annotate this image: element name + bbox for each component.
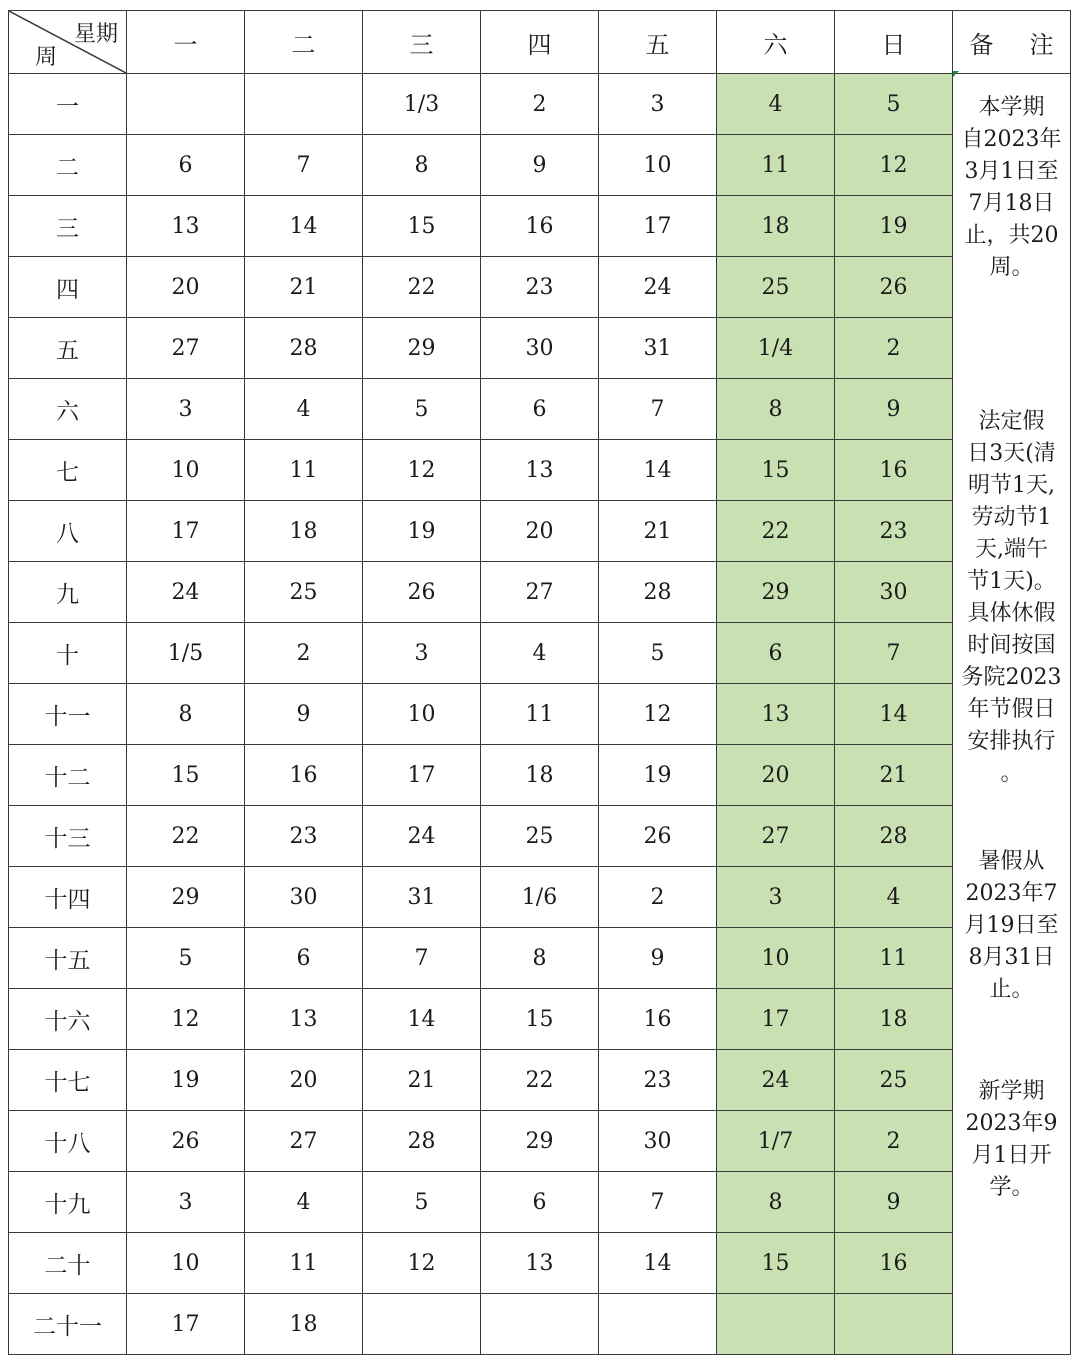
date-cell: 7 (599, 379, 717, 440)
date-cell: 1/6 (481, 867, 599, 928)
week-row (9, 745, 1071, 806)
date-cell: 20 (717, 745, 835, 806)
date-cell: 28 (363, 1111, 481, 1172)
date-cell: 12 (363, 1233, 481, 1294)
date-cell: 15 (717, 1233, 835, 1294)
date-cell: 24 (127, 562, 245, 623)
date-cell: 29 (717, 562, 835, 623)
week-row (9, 623, 1071, 684)
date-cell: 3 (127, 379, 245, 440)
date-cell: 6 (717, 623, 835, 684)
date-cell: 27 (717, 806, 835, 867)
date-cell: 7 (835, 623, 953, 684)
date-cell: 18 (717, 196, 835, 257)
date-cell (127, 74, 245, 135)
date-cell: 14 (599, 1233, 717, 1294)
date-cell: 15 (127, 745, 245, 806)
week-row (9, 1172, 1071, 1233)
date-cell: 7 (363, 928, 481, 989)
date-cell: 16 (835, 1233, 953, 1294)
remarks-header-char-1: 备 (969, 30, 994, 59)
corner-weekday-label: 星期 (73, 22, 118, 47)
date-cell: 10 (127, 1233, 245, 1294)
date-cell: 12 (835, 135, 953, 196)
week-row (9, 1294, 1071, 1355)
date-cell: 1/5 (127, 623, 245, 684)
date-cell: 10 (127, 440, 245, 501)
date-cell: 8 (127, 684, 245, 745)
date-cell: 4 (481, 623, 599, 684)
date-cell: 29 (481, 1111, 599, 1172)
date-cell: 7 (599, 1172, 717, 1233)
date-cell: 25 (717, 257, 835, 318)
date-cell: 3 (363, 623, 481, 684)
date-cell: 12 (363, 440, 481, 501)
week-number-cell: 二十 (9, 1233, 127, 1294)
date-cell: 28 (245, 318, 363, 379)
date-cell: 13 (127, 196, 245, 257)
date-cell: 11 (717, 135, 835, 196)
date-cell: 21 (245, 257, 363, 318)
date-cell: 15 (363, 196, 481, 257)
date-cell: 23 (245, 806, 363, 867)
date-cell: 3 (127, 1172, 245, 1233)
week-number-cell: 十五 (9, 928, 127, 989)
date-cell: 22 (127, 806, 245, 867)
date-cell: 5 (363, 379, 481, 440)
date-cell: 8 (363, 135, 481, 196)
week-number-cell: 三 (9, 196, 127, 257)
date-cell: 1/3 (363, 74, 481, 135)
remark-note-4: 新学期 2023年9 月1日开 学。 (965, 1079, 1058, 1200)
date-cell: 29 (363, 318, 481, 379)
remark-note-2: 法定假 日3天(清 明节1天, 劳动节1 天,端午 节1天)。 具体休假 时间按国 务院2023 年节假日 安排执行 。 (961, 409, 1062, 786)
date-cell: 16 (835, 440, 953, 501)
date-cell: 4 (835, 867, 953, 928)
week-row (9, 257, 1071, 318)
date-cell: 17 (363, 745, 481, 806)
week-row (9, 928, 1071, 989)
week-row (9, 562, 1071, 623)
weekday-header-thu: 四 (481, 11, 599, 74)
date-cell: 3 (717, 867, 835, 928)
remarks-cell (953, 74, 1071, 1355)
week-number-cell: 一 (9, 74, 127, 135)
date-cell: 28 (835, 806, 953, 867)
date-cell: 4 (245, 379, 363, 440)
date-cell: 9 (835, 379, 953, 440)
date-cell: 3 (599, 74, 717, 135)
date-cell: 6 (127, 135, 245, 196)
date-cell: 7 (245, 135, 363, 196)
date-cell: 26 (363, 562, 481, 623)
date-cell: 6 (481, 379, 599, 440)
week-row (9, 1111, 1071, 1172)
date-cell (363, 1294, 481, 1355)
date-cell (717, 1294, 835, 1355)
date-cell: 4 (717, 74, 835, 135)
date-cell: 21 (363, 1050, 481, 1111)
week-number-cell: 八 (9, 501, 127, 562)
date-cell: 24 (599, 257, 717, 318)
remarks-header (953, 11, 1071, 74)
school-calendar-table (8, 10, 1071, 1355)
week-row (9, 684, 1071, 745)
week-number-cell: 十一 (9, 684, 127, 745)
date-cell: 5 (363, 1172, 481, 1233)
week-row (9, 318, 1071, 379)
week-number-cell: 七 (9, 440, 127, 501)
date-cell: 25 (245, 562, 363, 623)
week-row (9, 989, 1071, 1050)
date-cell: 11 (245, 1233, 363, 1294)
week-row (9, 501, 1071, 562)
date-cell: 11 (245, 440, 363, 501)
date-cell: 11 (481, 684, 599, 745)
date-cell (481, 1294, 599, 1355)
date-cell: 24 (363, 806, 481, 867)
date-cell (599, 1294, 717, 1355)
date-cell: 20 (127, 257, 245, 318)
date-cell: 30 (245, 867, 363, 928)
date-cell: 8 (717, 1172, 835, 1233)
date-cell: 17 (127, 1294, 245, 1355)
date-cell: 2 (245, 623, 363, 684)
date-cell: 30 (835, 562, 953, 623)
week-row (9, 74, 1071, 135)
week-row (9, 135, 1071, 196)
week-row (9, 867, 1071, 928)
date-cell: 8 (717, 379, 835, 440)
week-number-cell: 十三 (9, 806, 127, 867)
date-cell: 16 (481, 196, 599, 257)
date-cell: 17 (599, 196, 717, 257)
week-number-cell: 十六 (9, 989, 127, 1050)
weekday-header-mon: 一 (127, 11, 245, 74)
week-row (9, 806, 1071, 867)
date-cell: 18 (245, 501, 363, 562)
date-cell: 16 (599, 989, 717, 1050)
date-cell: 18 (481, 745, 599, 806)
date-cell: 19 (599, 745, 717, 806)
date-cell: 1/7 (717, 1111, 835, 1172)
date-cell: 23 (599, 1050, 717, 1111)
date-cell: 14 (599, 440, 717, 501)
corner-header-cell (9, 11, 127, 74)
week-row (9, 196, 1071, 257)
date-cell: 6 (481, 1172, 599, 1233)
week-number-cell: 九 (9, 562, 127, 623)
date-cell: 11 (835, 928, 953, 989)
week-row (9, 1233, 1071, 1294)
weekday-header-sat: 六 (717, 11, 835, 74)
date-cell: 31 (599, 318, 717, 379)
date-cell: 16 (245, 745, 363, 806)
date-cell: 20 (481, 501, 599, 562)
date-cell: 23 (481, 257, 599, 318)
date-cell: 5 (599, 623, 717, 684)
week-number-cell: 十二 (9, 745, 127, 806)
date-cell: 2 (481, 74, 599, 135)
date-cell: 28 (599, 562, 717, 623)
week-row (9, 1050, 1071, 1111)
date-cell: 17 (127, 501, 245, 562)
date-cell: 9 (245, 684, 363, 745)
date-cell: 23 (835, 501, 953, 562)
week-number-cell: 十四 (9, 867, 127, 928)
remark-note-1: 本学期 自2023年 3月1日至 7月18日 止，共20 周。 (961, 95, 1062, 280)
date-cell: 26 (599, 806, 717, 867)
date-cell: 19 (127, 1050, 245, 1111)
date-cell: 22 (717, 501, 835, 562)
week-number-cell: 十九 (9, 1172, 127, 1233)
week-number-cell: 十七 (9, 1050, 127, 1111)
remark-note-3: 暑假从 2023年7 月19日至 8月31日 止。 (964, 849, 1059, 1002)
date-cell: 27 (245, 1111, 363, 1172)
date-cell: 12 (599, 684, 717, 745)
date-cell: 10 (599, 135, 717, 196)
date-cell: 27 (127, 318, 245, 379)
date-cell: 18 (245, 1294, 363, 1355)
date-cell: 18 (835, 989, 953, 1050)
date-cell: 10 (717, 928, 835, 989)
date-cell: 5 (127, 928, 245, 989)
week-number-cell: 十 (9, 623, 127, 684)
weekday-header-tue: 二 (245, 11, 363, 74)
date-cell: 13 (717, 684, 835, 745)
date-cell: 9 (835, 1172, 953, 1233)
date-cell: 12 (127, 989, 245, 1050)
date-cell: 17 (717, 989, 835, 1050)
date-cell: 22 (363, 257, 481, 318)
date-cell (245, 74, 363, 135)
date-cell: 21 (599, 501, 717, 562)
date-cell: 25 (481, 806, 599, 867)
date-cell: 26 (835, 257, 953, 318)
date-cell: 4 (245, 1172, 363, 1233)
date-cell: 19 (835, 196, 953, 257)
header-row (9, 11, 1071, 74)
date-cell: 14 (363, 989, 481, 1050)
date-cell: 14 (245, 196, 363, 257)
date-cell: 27 (481, 562, 599, 623)
date-cell: 5 (835, 74, 953, 135)
week-number-cell: 四 (9, 257, 127, 318)
week-number-cell: 五 (9, 318, 127, 379)
date-cell: 15 (717, 440, 835, 501)
date-cell: 30 (481, 318, 599, 379)
date-cell: 19 (363, 501, 481, 562)
weekday-header-wed: 三 (363, 11, 481, 74)
week-row (9, 440, 1071, 501)
date-cell: 21 (835, 745, 953, 806)
date-cell: 2 (599, 867, 717, 928)
week-number-cell: 十八 (9, 1111, 127, 1172)
date-cell: 29 (127, 867, 245, 928)
date-cell: 13 (245, 989, 363, 1050)
week-number-cell: 二十一 (9, 1294, 127, 1355)
date-cell: 24 (717, 1050, 835, 1111)
weekday-header-fri: 五 (599, 11, 717, 74)
date-cell: 31 (363, 867, 481, 928)
corner-week-label: 周 (35, 45, 58, 70)
date-cell: 25 (835, 1050, 953, 1111)
date-cell: 13 (481, 1233, 599, 1294)
date-cell: 30 (599, 1111, 717, 1172)
week-row (9, 379, 1071, 440)
date-cell: 26 (127, 1111, 245, 1172)
week-number-cell: 二 (9, 135, 127, 196)
date-cell: 2 (835, 1111, 953, 1172)
date-cell: 2 (835, 318, 953, 379)
date-cell: 9 (599, 928, 717, 989)
date-cell: 20 (245, 1050, 363, 1111)
date-cell: 1/4 (717, 318, 835, 379)
date-cell (835, 1294, 953, 1355)
date-cell: 14 (835, 684, 953, 745)
date-cell: 13 (481, 440, 599, 501)
date-cell: 6 (245, 928, 363, 989)
weekday-header-sun: 日 (835, 11, 953, 74)
cell-comment-marker (953, 71, 959, 77)
date-cell: 8 (481, 928, 599, 989)
date-cell: 22 (481, 1050, 599, 1111)
date-cell: 15 (481, 989, 599, 1050)
date-cell: 9 (481, 135, 599, 196)
week-number-cell: 六 (9, 379, 127, 440)
remarks-header-char-2: 注 (1029, 30, 1054, 59)
date-cell: 10 (363, 684, 481, 745)
